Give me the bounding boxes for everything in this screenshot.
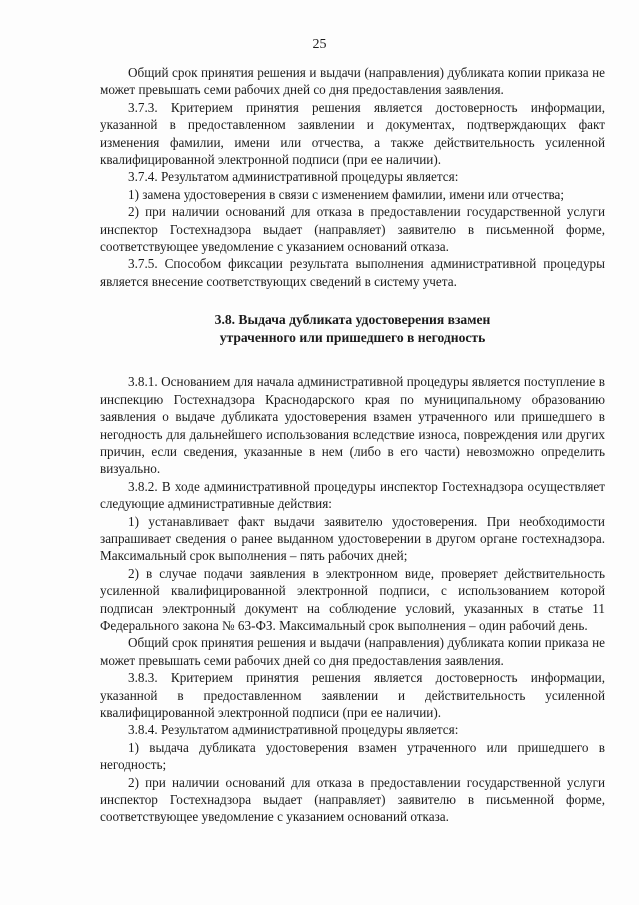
- list-item-3-7-4-1: 1) замена удостоверения в связи с изменением фамилии, имени или отчества;: [128, 186, 565, 202]
- list-item-3-8-2-1: 1) устанавливает факт выдачи заявителю удостоверения. При необходимости запрашивает сведения о ранее выданном удостоверении в другом органе гостехнадзора. Максимальный срок выполнения – пять рабочих дней;: [100, 513, 605, 564]
- paragraph-3-7-5: 3.7.5. Способом фиксации результата выполнения административной процедуры является внесение соответствующих сведений в систему учета.: [100, 256, 605, 289]
- section-heading-line-1: 3.8. Выдача дубликата удостоверения взамен: [214, 312, 491, 328]
- paragraph-3-8-4: 3.8.4. Результатом административной процедуры является:: [128, 722, 459, 738]
- page-number: 25: [312, 37, 327, 52]
- paragraph-total-term-3-8: Общий срок принятия решения и выдачи (направления) дубликата копии приказа не может превышать семи рабочих дней со дня предоставления заявления.: [100, 635, 605, 668]
- paragraph-3-8-1: 3.8.1. Основанием для начала административной процедуры является поступление в инспекцию Гостехнадзора Краснодарского края по муниципальному образованию заявления о выдаче дубликата удостоверения взамен утраченного или пришедшего в негодность для дальнейшего использования вследствие износа, повреждения или других причин, если сведения, указанные в нем (либо в его части) невозможно определить визуально.: [100, 374, 605, 477]
- list-item-3-7-4-2: 2) при наличии оснований для отказа в предоставлении государственной услуги инспектор Гостехнадзора выдает (направляет) заявителю в письменной форме, соответствующее уведомление с указанием оснований отказа.: [100, 204, 605, 255]
- paragraph-total-term-3-7: Общий срок принятия решения и выдачи (направления) дубликата копии приказа не может превышать семи рабочих дней со дня предоставления заявления.: [100, 65, 605, 98]
- document-body: [100, 64, 605, 826]
- list-item-3-8-4-2: 2) при наличии оснований для отказа в предоставлении государственной услуги инспектор Гостехнадзора выдает (направляет) заявителю в письменной форме, соответствующее уведомление с указанием оснований отказа.: [100, 774, 605, 825]
- list-item-3-8-2-2: 2) в случае подачи заявления в электронном виде, проверяет действительность усиленной квалифицированной электронной подписи, с использованием которой подписан электронный документ на соблюдение условий, указанных в статье 11 Федерального закона № 63-ФЗ. Максимальный срок выполнения – один рабочий день.: [100, 565, 605, 633]
- paragraph-3-7-3: 3.7.3. Критерием принятия решения является достоверность информации, указанной в предоставленном заявлении и документах, подтверждающих факт изменения фамилии, имени или отчества, а также действительность усиленной квалифицированной электронной подписи (при ее наличии).: [100, 99, 605, 168]
- list-item-3-8-4-1: 1) выдача дубликата удостоверения взамен утраченного или пришедшего в негодность;: [100, 739, 605, 773]
- paragraph-3-8-3: 3.8.3. Критерием принятия решения является достоверность информации, указанной в предоставленном заявлении и действительность усиленной квалифицированной электронной подписи (при ее наличии).: [100, 670, 605, 720]
- section-heading-line-2: утраченного или пришедшего в негодность: [219, 330, 486, 346]
- paragraph-3-8-2: 3.8.2. В ходе административной процедуры инспектор Гостехнадзора осуществляет следующие административные действия:: [100, 478, 605, 512]
- section-heading-3-8: [100, 311, 605, 347]
- paragraph-3-7-4: 3.7.4. Результатом административной процедуры является:: [128, 169, 459, 185]
